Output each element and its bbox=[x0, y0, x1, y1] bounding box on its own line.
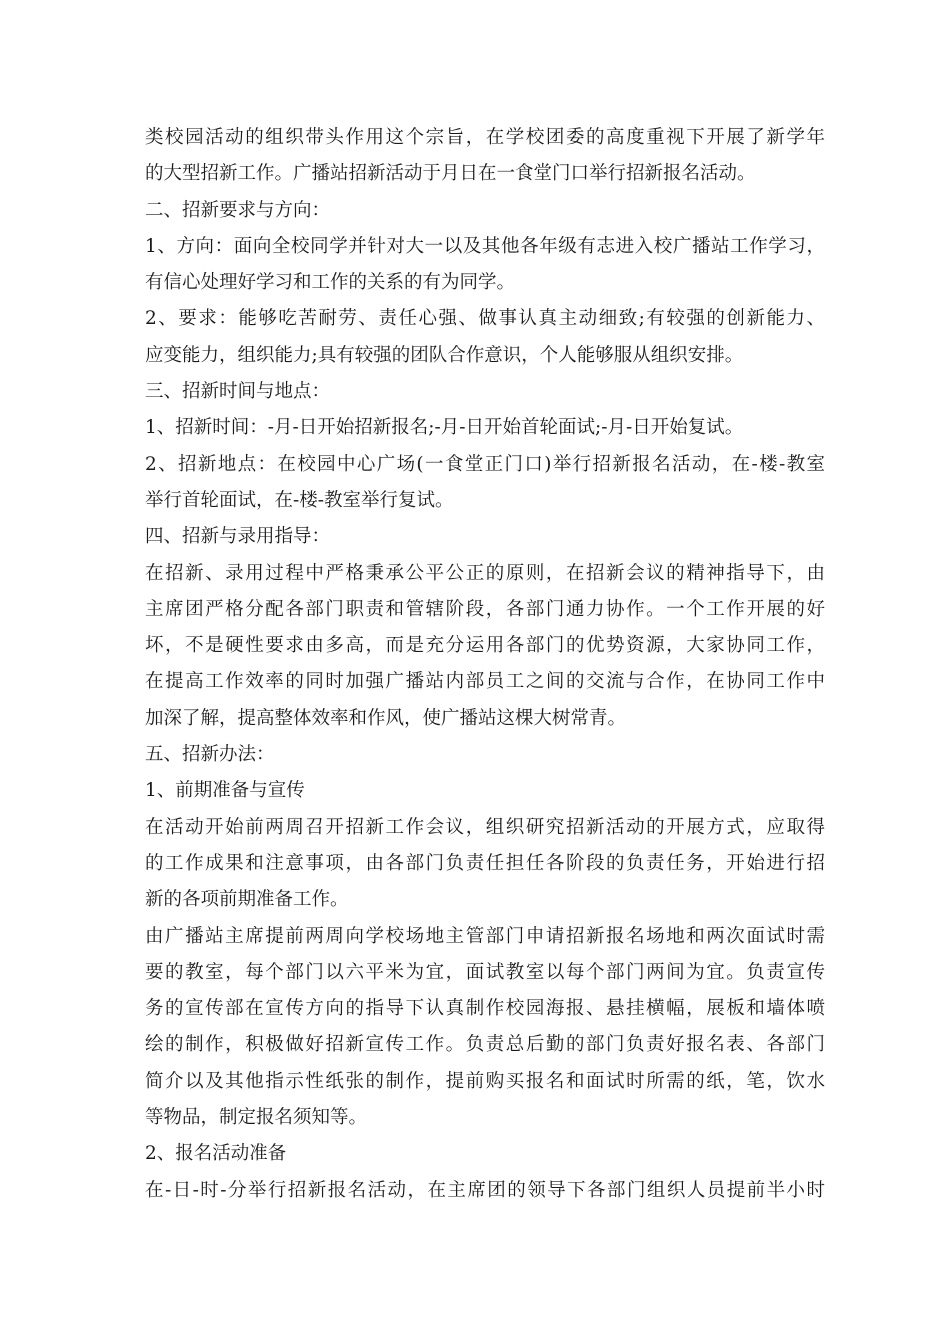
text-line: 简介以及其他指示性纸张的制作，提前购买报名和面试时所需的纸，笔，饮水 bbox=[145, 1070, 825, 1092]
text-line: 1、招新时间：-月-日开始招新报名;-月-日开始首轮面试;-月-日开始复试。 bbox=[145, 417, 744, 439]
text-line: 五、招新办法： bbox=[145, 744, 275, 766]
text-line: 加深了解，提高整体效率和作风，使广播站这棵大树常青。 bbox=[145, 707, 627, 729]
text-line: 主席团严格分配各部门职责和管辖阶段，各部门通力协作。一个工作开展的好 bbox=[145, 598, 825, 620]
text-line: 坏，不是硬性要求由多高，而是充分运用各部门的优势资源，大家协同工作， bbox=[145, 635, 825, 657]
text-line: 2、招新地点：在校园中心广场(一食堂正门口)举行招新报名活动，在-楼-教室 bbox=[145, 453, 825, 475]
text-line: 绘的制作，积极做好招新宣传工作。负责总后勤的部门负责好报名表、各部门 bbox=[145, 1034, 825, 1056]
text-line: 三、招新时间与地点： bbox=[145, 381, 331, 403]
text-line: 2、要求：能够吃苦耐劳、责任心强、做事认真主动细致;有较强的创新能力、 bbox=[145, 308, 825, 330]
text-line: 二、招新要求与方向： bbox=[145, 199, 331, 221]
text-line: 由广播站主席提前两周向学校场地主管部门申请招新报名场地和两次面试时需 bbox=[145, 925, 825, 947]
text-line: 要的教室，每个部门以六平米为宜，面试教室以每个部门两间为宜。负责宣传 bbox=[145, 961, 825, 983]
text-line: 1、前期准备与宣传 bbox=[145, 780, 305, 802]
text-line: 2、报名活动准备 bbox=[145, 1143, 287, 1165]
text-line: 务的宣传部在宣传方向的指导下认真制作校园海报、悬挂横幅，展板和墙体喷 bbox=[145, 998, 825, 1020]
text-line: 有信心处理好学习和工作的关系的有为同学。 bbox=[145, 272, 516, 294]
text-line: 在活动开始前两周召开招新工作会议，组织研究招新活动的开展方式，应取得 bbox=[145, 816, 825, 838]
text-line: 在-日-时-分举行招新报名活动，在主席团的领导下各部门组织人员提前半小时 bbox=[145, 1179, 825, 1201]
text-line: 1、方向：面向全校同学并针对大一以及其他各年级有志进入校广播站工作学习， bbox=[145, 235, 825, 257]
text-line: 应变能力，组织能力;具有较强的团队合作意识，个人能够服从组织安排。 bbox=[145, 344, 744, 366]
text-line: 在提高工作效率的同时加强广播站内部员工之间的交流与合作，在协同工作中 bbox=[145, 671, 825, 693]
text-line: 举行首轮面试，在-楼-教室举行复试。 bbox=[145, 489, 454, 511]
document-body bbox=[145, 120, 825, 1209]
text-line: 四、招新与录用指导： bbox=[145, 526, 331, 548]
text-line: 在招新、录用过程中严格秉承公平公正的原则，在招新会议的精神指导下，由 bbox=[145, 562, 825, 584]
text-line: 等物品，制定报名须知等。 bbox=[145, 1107, 368, 1129]
text-line: 的工作成果和注意事项，由各部门负责任担任各阶段的负责任务，开始进行招 bbox=[145, 852, 825, 874]
text-line: 的大型招新工作。广播站招新活动于月日在一食堂门口举行招新报名活动。 bbox=[145, 163, 756, 185]
text-line: 新的各项前期准备工作。 bbox=[145, 889, 349, 911]
text-line: 类校园活动的组织带头作用这个宗旨，在学校团委的高度重视下开展了新学年 bbox=[145, 127, 825, 148]
